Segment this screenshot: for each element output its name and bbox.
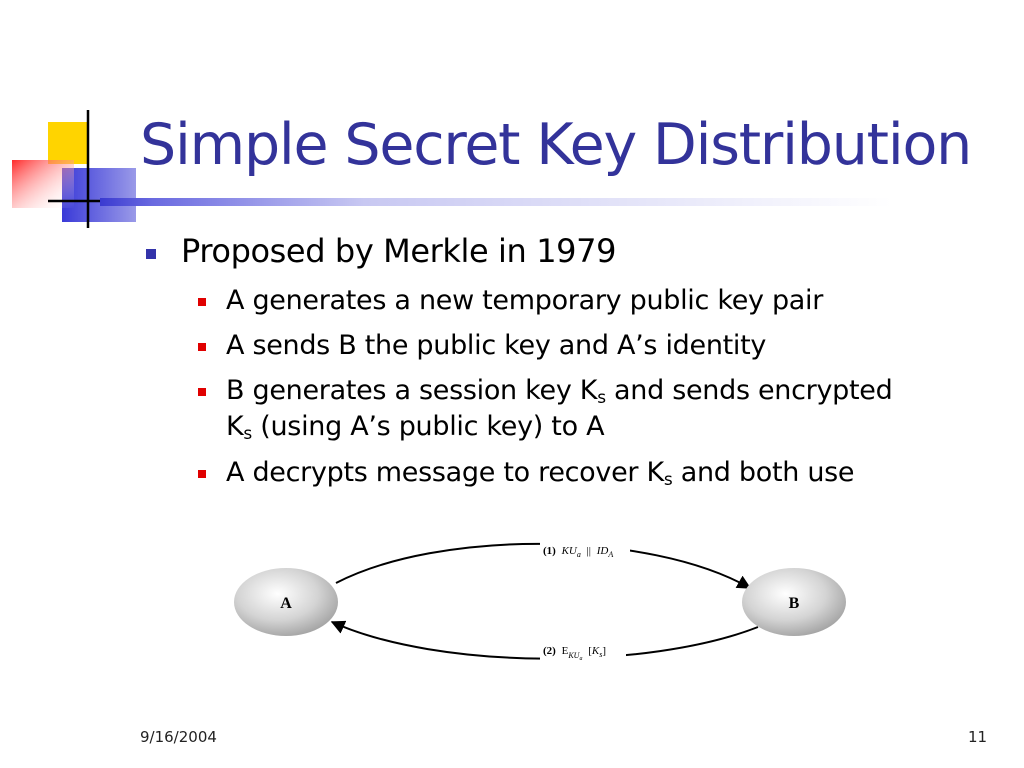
sub-bullet-3-line2-b: (using A’s public key) to A [251,411,605,442]
sub-bullet-4-sub: s [663,470,673,490]
bottom-arrow-label: (2) $E_{KU}a$ $[K_s]$ [543,645,606,662]
sub-bullet-3-line1-b: and sends encrypted [605,375,893,406]
sub-bullet-3-line2-a: K [226,411,244,442]
sub-bullet-4-b: and both use [672,457,855,488]
title-underline [100,198,980,206]
sub-bullet-square-icon [198,470,206,478]
sub-bullet-3-line1-sub: s [597,388,606,408]
sub-bullet-3-text [226,373,892,445]
node-a-label: A [280,595,292,612]
sub-bullet-square-icon [198,343,206,351]
sub-bullet-1-text: A generates a new temporary public key pair [226,285,824,316]
bullet-square-icon [146,249,156,259]
sub-bullet-4-text [226,455,854,491]
node-b-label: B [788,595,800,612]
sub-bullet-3-line2-sub: s [243,424,252,444]
key-exchange-diagram [228,530,860,670]
sub-bullet-4-a: A decrypts message to recover K [226,457,664,488]
sub-bullet-2-text: A sends B the public key and A’s identity [226,330,767,361]
bullet-main-text: Proposed by Merkle in 1979 [181,232,617,270]
footer-date: 9/16/2004 [140,728,217,746]
sub-bullet-square-icon [198,298,206,306]
sub-bullet-square-icon [198,388,206,396]
sub-bullet-3-line1-a: B generates a session key K [226,375,598,406]
slide-number: 11 [968,728,988,746]
top-arrow-label: (1) $KU_a$ || $ID_A$ [543,545,614,559]
yellow-square [48,122,88,164]
slide-title: Simple Secret Key Distribution [140,112,972,178]
